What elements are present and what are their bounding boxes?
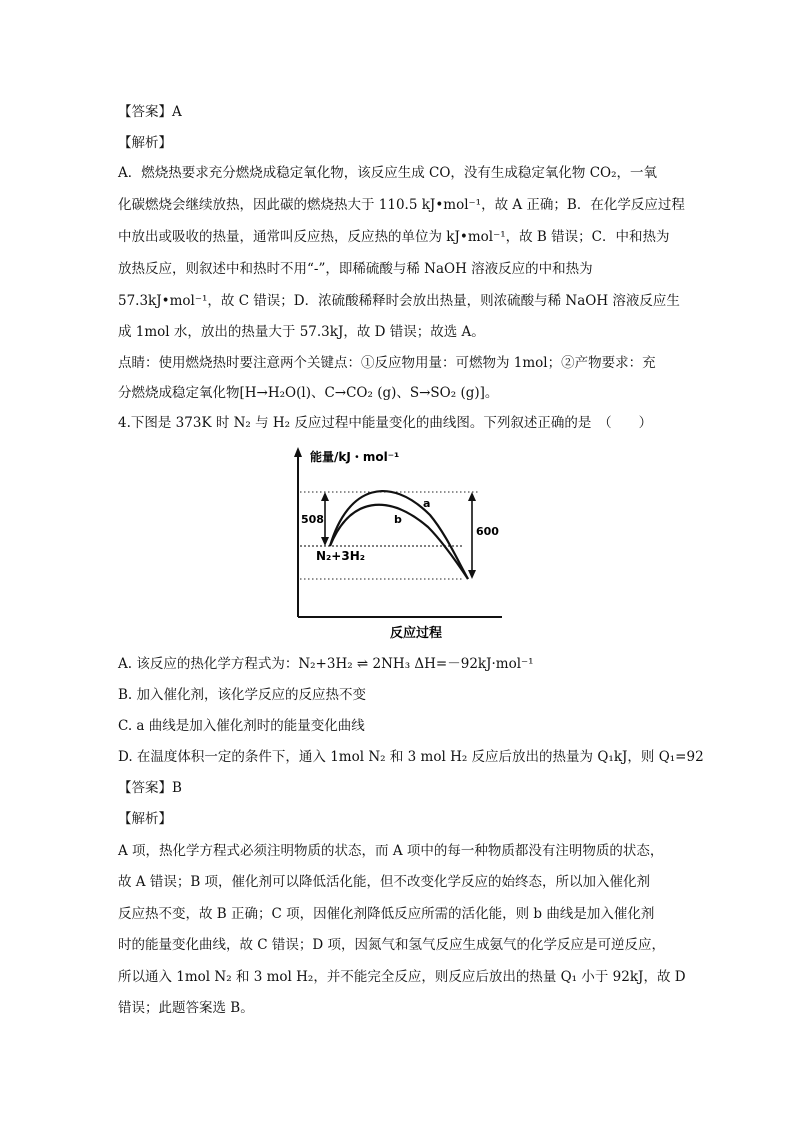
q4-analysis-line-3: 反应热不变，故 B 正确；C 项，因催化剂降低反应所需的活化能，则 b 曲线是加入催化剂 <box>118 906 655 922</box>
q3-answer-label: 【答案】A <box>118 104 182 120</box>
q4-analysis-line-6: 错误；此题答案选 B。 <box>118 1000 254 1016</box>
q4-stem: 4.下图是 373K 时 N₂ 与 H₂ 反应过程中能量变化的曲线图。下列叙述正确的是 （ ） <box>118 415 653 431</box>
curve-b-label: b <box>394 513 402 526</box>
q4-analysis-line-2: 故 A 错误；B 项，催化剂可以降低活化能，但不改变化学反应的始终态，所以加入催化剂 <box>118 874 651 890</box>
q3-analysis-line-5: 57.3kJ•mol⁻¹，故 C 错误；D．浓硫酸稀释时会放出热量，则浓硫酸与稀 NaOH 溶液反应生 <box>118 293 680 309</box>
q4-analysis-label: 【解析】 <box>118 811 172 827</box>
q4-analysis-line-4: 时的能量变化曲线，故 C 错误；D 项，因氮气和氢气反应生成氨气的化学反应是可逆反应， <box>118 937 666 953</box>
q3-analysis-line-1: A．燃烧热要求充分燃烧成稳定氧化物，该反应生成 CO，没有生成稳定氧化物 CO₂，一氧 <box>118 165 658 181</box>
q3-analysis-label: 【解析】 <box>118 135 172 151</box>
q3-analysis-line-3: 中放出或吸收的热量，通常叫反应热，反应热的单位为 kJ•mol⁻¹，故 B 错误；C．中和热为 <box>118 229 670 245</box>
label-508: 508 <box>301 513 324 526</box>
q4-analysis-line-5: 所以通入 1mol N₂ 和 3 mol H₂，并不能完全反应，则反应后放出的热量 Q₁ 小于 92kJ，故 D <box>118 969 686 985</box>
arrow-600-head-up <box>468 492 476 501</box>
q4-answer-label: 【答案】B <box>118 780 182 796</box>
q4-option-d: D. 在温度体积一定的条件下，通入 1mol N₂ 和 3 mol H₂ 反应后放出的热量为 Q₁kJ，则 Q₁=92 <box>118 749 704 765</box>
q3-tip-line-1: 点睛：使用燃烧热时要注意两个关键点：①反应物用量：可燃物为 1mol；②产物要求：充 <box>118 355 656 371</box>
y-axis-arrow <box>294 447 302 457</box>
q3-analysis-line-4: 放热反应，则叙述中和热时不用“-”，即稀硫酸与稀 NaOH 溶液反应的中和热为 <box>118 261 593 277</box>
curve-a <box>330 491 468 579</box>
q4-option-b: B. 加入催化剂，该化学反应的反应热不变 <box>118 687 367 703</box>
arrow-508-head-down <box>321 537 329 546</box>
q4-option-a: A. 该反应的热化学方程式为：N₂+3H₂ ⇌ 2NH₃ ΔH=－92kJ·mol⁻¹ <box>118 656 534 672</box>
q3-analysis-line-6: 成 1mol 水，放出的热量大于 57.3kJ，故 D 错误；故选 A。 <box>118 324 485 340</box>
x-axis-label: 反应过程 <box>390 626 443 641</box>
reactants-label: N₂+3H₂ <box>316 549 366 563</box>
q4-analysis-line-1: A 项，热化学方程式必须注明物质的状态，而 A 项中的每一种物质都没有注明物质的状态， <box>118 843 664 859</box>
q3-analysis-line-2: 化碳燃烧会继续放热，因此碳的燃烧热大于 110.5 kJ•mol⁻¹，故 A 正确；B．在化学反应过程 <box>118 197 685 213</box>
curve-a-label: a <box>423 497 431 510</box>
q4-option-c: C. a 曲线是加入催化剂时的能量变化曲线 <box>118 718 365 734</box>
energy-diagram <box>280 445 520 645</box>
arrow-600-head-down <box>468 570 476 579</box>
y-axis-label: 能量/kJ・mol⁻¹ <box>310 450 400 464</box>
label-600: 600 <box>476 525 499 538</box>
arrow-508-head-up <box>321 492 329 501</box>
q3-tip-line-2: 分燃烧成稳定氧化物[H→H₂O(l)、C→CO₂ (g)、S→SO₂ (g)]。 <box>118 385 499 401</box>
